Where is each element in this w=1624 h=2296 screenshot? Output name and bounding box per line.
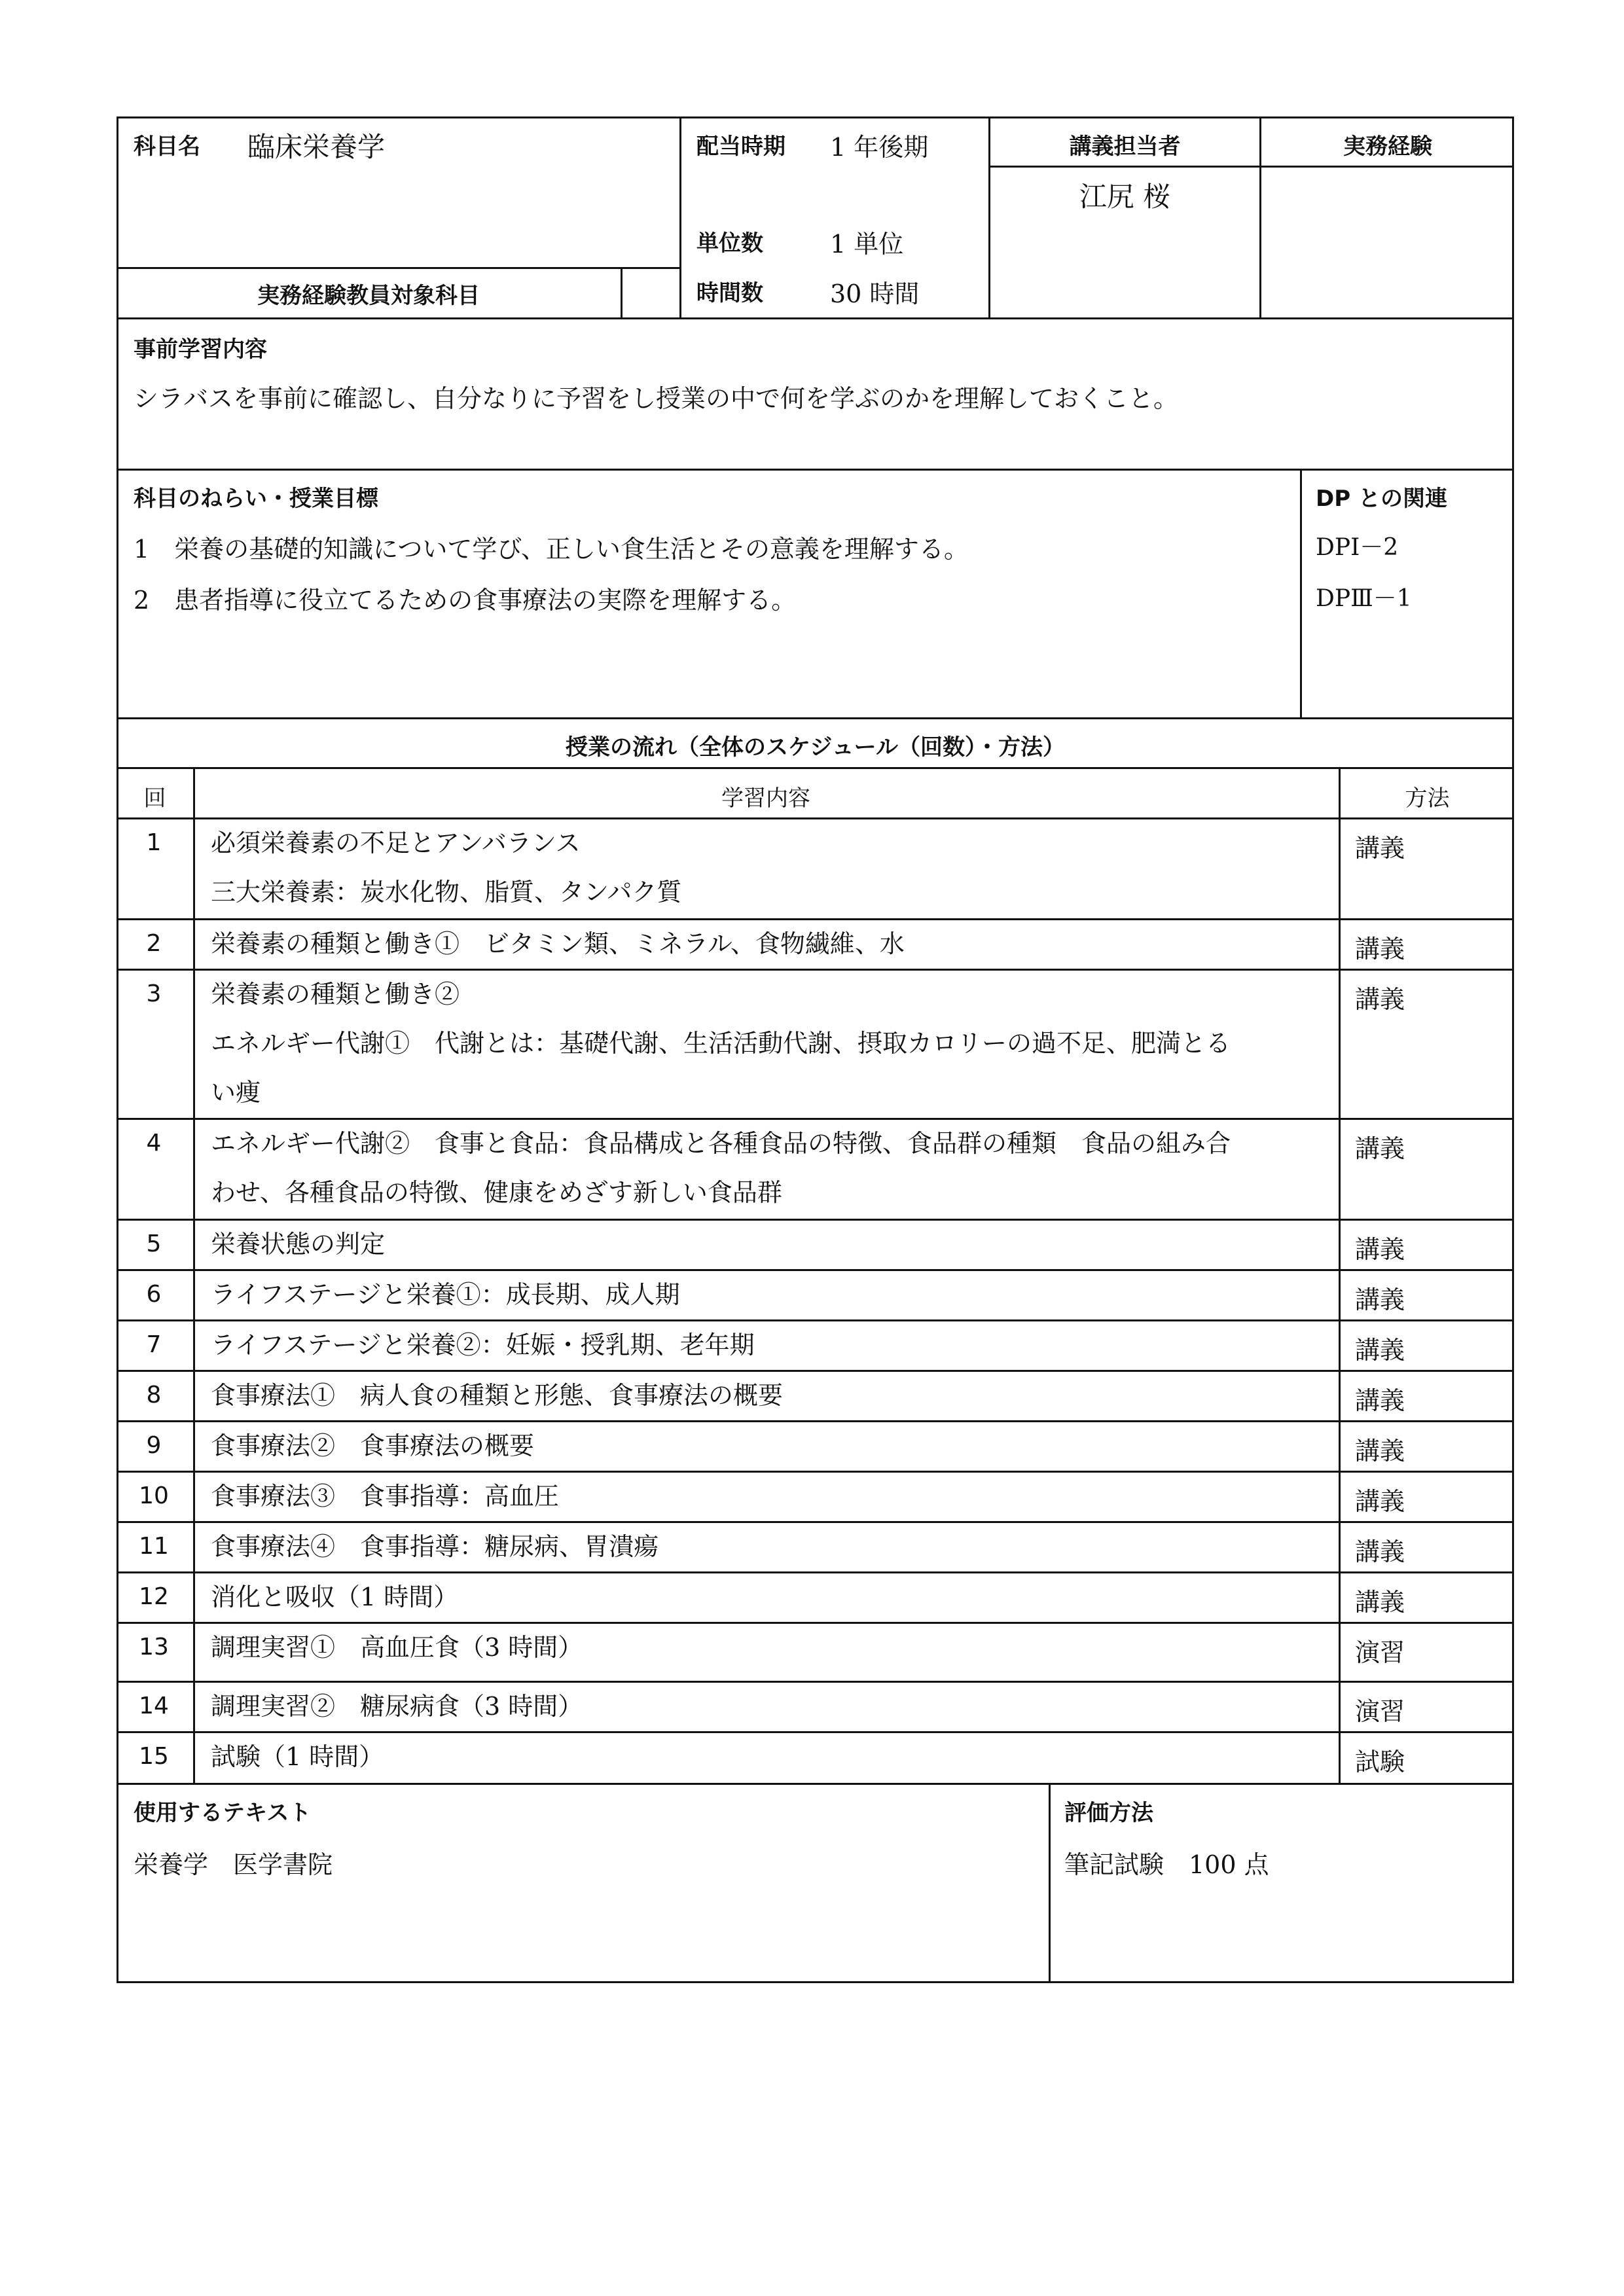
schedule-row-line: エネルギー代謝② 食事と食品：食品構成と各種食品の特徴、食品群の種類 食品の組み合 (211, 1129, 1231, 1158)
schedule-row-content (211, 920, 1324, 969)
schedule-row-line: わせ、各種食品の特徴、健康をめざす新しい食品群 (211, 1178, 782, 1207)
schedule-row-method: 講義 (1355, 1588, 1405, 1617)
subject-label: 科目名 (134, 134, 200, 160)
schedule-row-content (211, 970, 1324, 1117)
schedule-row-content (211, 1732, 1324, 1782)
term-value: 1 年後期 (830, 133, 929, 162)
credits-value: 1 単位 (830, 230, 904, 259)
dp-item: DPⅢ－1 (1316, 585, 1412, 612)
schedule-row-number: 1 (146, 829, 162, 856)
prestudy-label: 事前学習内容 (134, 336, 267, 363)
dp-label: DP との関連 (1316, 486, 1447, 512)
schedule-row-method: 講義 (1355, 1437, 1405, 1465)
schedule-row-number: 4 (146, 1130, 162, 1157)
schedule-row-content (211, 1422, 1324, 1471)
schedule-row-number: 7 (146, 1331, 162, 1358)
schedule-row-line: ライフステージと栄養②：妊娠・授乳期、老年期 (211, 1331, 755, 1359)
schedule-row-number: 12 (139, 1583, 169, 1610)
schedule-row-number: 14 (139, 1693, 169, 1719)
aim-item: 1 栄養の基礎的知識について学び、正しい食生活とその意義を理解する。 (134, 535, 969, 564)
term-label: 配当時期 (696, 134, 785, 160)
schedule-row-content (211, 1623, 1324, 1672)
schedule-row-content (211, 1472, 1324, 1521)
schedule-row-line: 栄養素の種類と働き② (211, 980, 460, 1009)
schedule-row-number: 8 (146, 1382, 162, 1408)
dp-item: DPⅠ－2 (1316, 534, 1399, 561)
schedule-row-number: 11 (139, 1533, 169, 1560)
schedule-row-number: 6 (146, 1281, 162, 1308)
hours-value: 30 時間 (830, 279, 920, 308)
schedule-row-line: 食事療法② 食事療法の概要 (211, 1431, 535, 1460)
schedule-row-number: 13 (139, 1634, 169, 1660)
schedule-row-line: い痩 (211, 1078, 261, 1107)
subject-value: 臨床栄養学 (247, 131, 386, 163)
schedule-row-method: 講義 (1355, 1386, 1405, 1415)
schedule-row-number: 2 (146, 930, 162, 957)
schedule-row-method: 講義 (1355, 1134, 1405, 1163)
schedule-row-number: 9 (146, 1432, 162, 1459)
schedule-row-method: 講義 (1355, 1285, 1405, 1314)
schedule-row-content (211, 1270, 1324, 1319)
schedule-row-content (211, 1119, 1324, 1217)
textbook-value: 栄養学 医学書院 (134, 1850, 333, 1879)
schedule-row-method: 講義 (1355, 1537, 1405, 1566)
schedule-row-line: ライフステージと栄養①：成長期、成人期 (211, 1280, 680, 1309)
instructor-value: 江尻 桜 (1079, 181, 1171, 213)
prestudy-text: シラバスを事前に確認し、自分なりに予習をし授業の中で何を学ぶのかを理解しておくこと。 (134, 384, 1179, 413)
schedule-row-content (211, 1573, 1324, 1622)
experience-label: 実務経験 (1343, 134, 1432, 160)
schedule-row-line: 消化と吸収（1 時間） (211, 1583, 459, 1611)
schedule-row-method: 講義 (1355, 935, 1405, 963)
schedule-col-content: 学習内容 (721, 785, 810, 812)
schedule-col-number: 回 (143, 785, 166, 812)
credits-label: 単位数 (696, 230, 763, 257)
aims-label: 科目のねらい・授業目標 (134, 486, 378, 512)
evaluation-value: 筆記試験 100 点 (1064, 1850, 1269, 1879)
schedule-row-line: 栄養素の種類と働き① ビタミン類、ミネラル、食物繊維、水 (211, 929, 905, 958)
instructor-label: 講義担当者 (1069, 134, 1181, 160)
schedule-row-line: 三大栄養素：炭水化物、脂質、タンパク質 (211, 878, 682, 906)
schedule-row-content (211, 1321, 1324, 1370)
schedule-row-line: 調理実習② 糖尿病食（3 時間） (211, 1692, 583, 1721)
schedule-row-content (211, 819, 1324, 917)
schedule-row-line: 必須栄養素の不足とアンバランス (211, 829, 581, 857)
schedule-row-method: 演習 (1355, 1697, 1405, 1726)
schedule-row-number: 15 (139, 1743, 169, 1770)
schedule-row-line: 食事療法③ 食事指導：高血圧 (211, 1482, 560, 1511)
schedule-row-method: 講義 (1355, 1487, 1405, 1516)
schedule-row-method: 講義 (1355, 1336, 1405, 1365)
schedule-row-line: 食事療法① 病人食の種類と形態、食事療法の概要 (211, 1381, 784, 1410)
evaluation-label: 評価方法 (1064, 1800, 1153, 1826)
schedule-row-number: 3 (146, 980, 162, 1007)
schedule-row-line: 栄養状態の判定 (211, 1230, 386, 1259)
schedule-row-line: 調理実習① 高血圧食（3 時間） (211, 1633, 583, 1662)
schedule-row-line: 食事療法④ 食事指導：糖尿病、胃潰瘍 (211, 1532, 659, 1561)
target-subject-label: 実務経験教員対象科目 (257, 283, 480, 309)
schedule-row-method: 講義 (1355, 834, 1405, 863)
schedule-row-number: 5 (146, 1230, 162, 1257)
schedule-row-content (211, 1682, 1324, 1731)
schedule-row-method: 演習 (1355, 1638, 1405, 1667)
schedule-row-content (211, 1220, 1324, 1269)
schedule-row-line: エネルギー代謝① 代謝とは：基礎代謝、生活活動代謝、摂取カロリーの過不足、肥満とる (211, 1029, 1231, 1058)
schedule-row-method: 講義 (1355, 1235, 1405, 1264)
schedule-title: 授業の流れ（全体のスケジュール（回数）・方法） (566, 734, 1065, 761)
schedule-row-method: 試験 (1355, 1748, 1405, 1776)
schedule-row-content (211, 1371, 1324, 1420)
hours-label: 時間数 (696, 280, 763, 306)
schedule-row-method: 講義 (1355, 985, 1405, 1014)
schedule-col-method: 方法 (1405, 785, 1450, 812)
schedule-row-content (211, 1522, 1324, 1571)
aim-item: 2 患者指導に役立てるための食事療法の実際を理解する。 (134, 586, 797, 615)
textbook-label: 使用するテキスト (134, 1800, 312, 1826)
schedule-row-line: 試験（1 時間） (211, 1742, 384, 1771)
schedule-row-number: 10 (139, 1482, 169, 1509)
